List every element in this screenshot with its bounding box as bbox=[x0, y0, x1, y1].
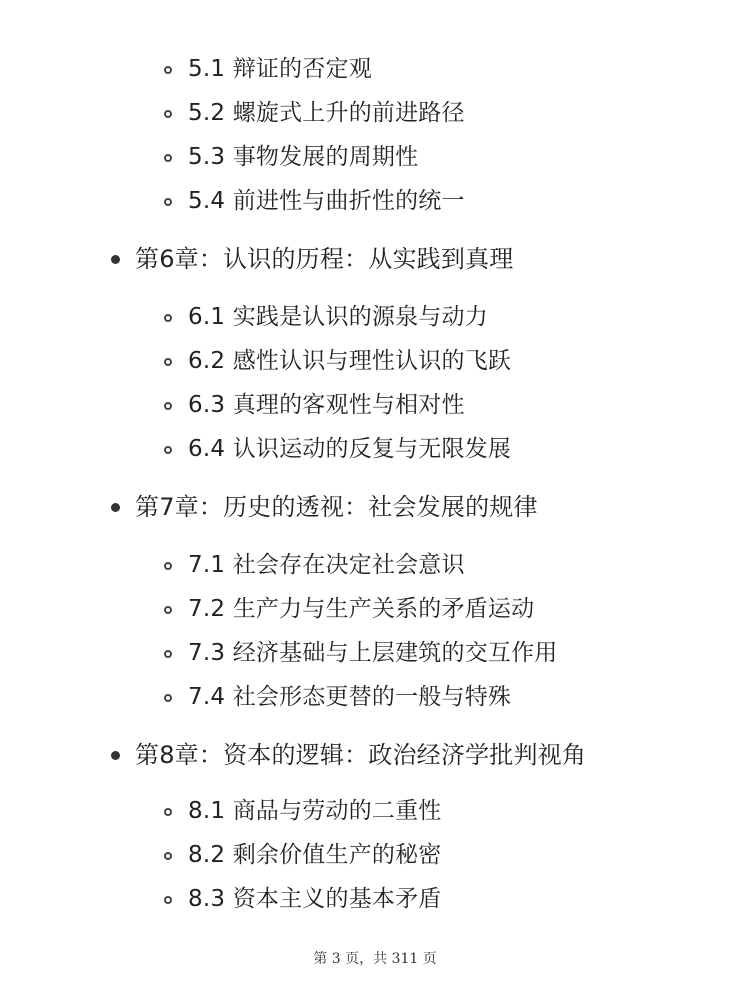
chapter-heading bbox=[0, 490, 750, 524]
hollow-bullet-icon bbox=[164, 808, 172, 816]
section-title: 7.2 生产力与生产关系的矛盾运动 bbox=[188, 596, 535, 622]
section-title: 5.1 辩证的否定观 bbox=[188, 56, 372, 82]
page-footer: 第 3 页，共 311 页 bbox=[313, 951, 437, 967]
section-item bbox=[0, 96, 750, 130]
chapter-heading bbox=[0, 242, 750, 276]
section-item bbox=[0, 592, 750, 626]
hollow-bullet-icon bbox=[164, 154, 172, 162]
section-title: 5.3 事物发展的周期性 bbox=[188, 144, 419, 170]
section-title: 8.1 商品与劳动的二重性 bbox=[188, 798, 442, 824]
section-item bbox=[0, 680, 750, 714]
section-title: 6.4 认识运动的反复与无限发展 bbox=[188, 436, 512, 462]
section-title: 8.2 剩余价值生产的秘密 bbox=[188, 842, 442, 868]
section-title: 6.1 实践是认识的源泉与动力 bbox=[188, 304, 488, 330]
hollow-bullet-icon bbox=[164, 896, 172, 904]
section-item bbox=[0, 388, 750, 422]
section-item bbox=[0, 882, 750, 916]
hollow-bullet-icon bbox=[164, 694, 172, 702]
hollow-bullet-icon bbox=[164, 402, 172, 410]
section-item bbox=[0, 432, 750, 466]
chapter-title: 第7章：历史的透视：社会发展的规律 bbox=[135, 493, 538, 521]
hollow-bullet-icon bbox=[164, 650, 172, 658]
chapter-heading bbox=[0, 738, 750, 772]
hollow-bullet-icon bbox=[164, 606, 172, 614]
section-item bbox=[0, 794, 750, 828]
hollow-bullet-icon bbox=[164, 562, 172, 570]
hollow-bullet-icon bbox=[164, 358, 172, 366]
hollow-bullet-icon bbox=[164, 852, 172, 860]
chapter-title: 第6章：认识的历程：从实践到真理 bbox=[135, 245, 514, 273]
section-item bbox=[0, 140, 750, 174]
section-title: 7.4 社会形态更替的一般与特殊 bbox=[188, 684, 512, 710]
section-item bbox=[0, 52, 750, 86]
hollow-bullet-icon bbox=[164, 110, 172, 118]
section-item bbox=[0, 838, 750, 872]
section-item bbox=[0, 344, 750, 378]
section-item bbox=[0, 184, 750, 218]
section-title: 7.3 经济基础与上层建筑的交互作用 bbox=[188, 640, 558, 666]
filled-bullet-icon bbox=[111, 255, 120, 264]
hollow-bullet-icon bbox=[164, 446, 172, 454]
hollow-bullet-icon bbox=[164, 198, 172, 206]
hollow-bullet-icon bbox=[164, 314, 172, 322]
chapter-title: 第8章：资本的逻辑：政治经济学批判视角 bbox=[135, 741, 587, 769]
section-title: 5.4 前进性与曲折性的统一 bbox=[188, 188, 465, 214]
filled-bullet-icon bbox=[111, 751, 120, 760]
section-title: 6.3 真理的客观性与相对性 bbox=[188, 392, 465, 418]
section-title: 6.2 感性认识与理性认识的飞跃 bbox=[188, 348, 512, 374]
section-item bbox=[0, 300, 750, 334]
section-item bbox=[0, 636, 750, 670]
section-title: 8.3 资本主义的基本矛盾 bbox=[188, 886, 442, 912]
section-item bbox=[0, 548, 750, 582]
section-title: 5.2 螺旋式上升的前进路径 bbox=[188, 100, 465, 126]
section-title: 7.1 社会存在决定社会意识 bbox=[188, 552, 465, 578]
hollow-bullet-icon bbox=[164, 66, 172, 74]
filled-bullet-icon bbox=[111, 503, 120, 512]
